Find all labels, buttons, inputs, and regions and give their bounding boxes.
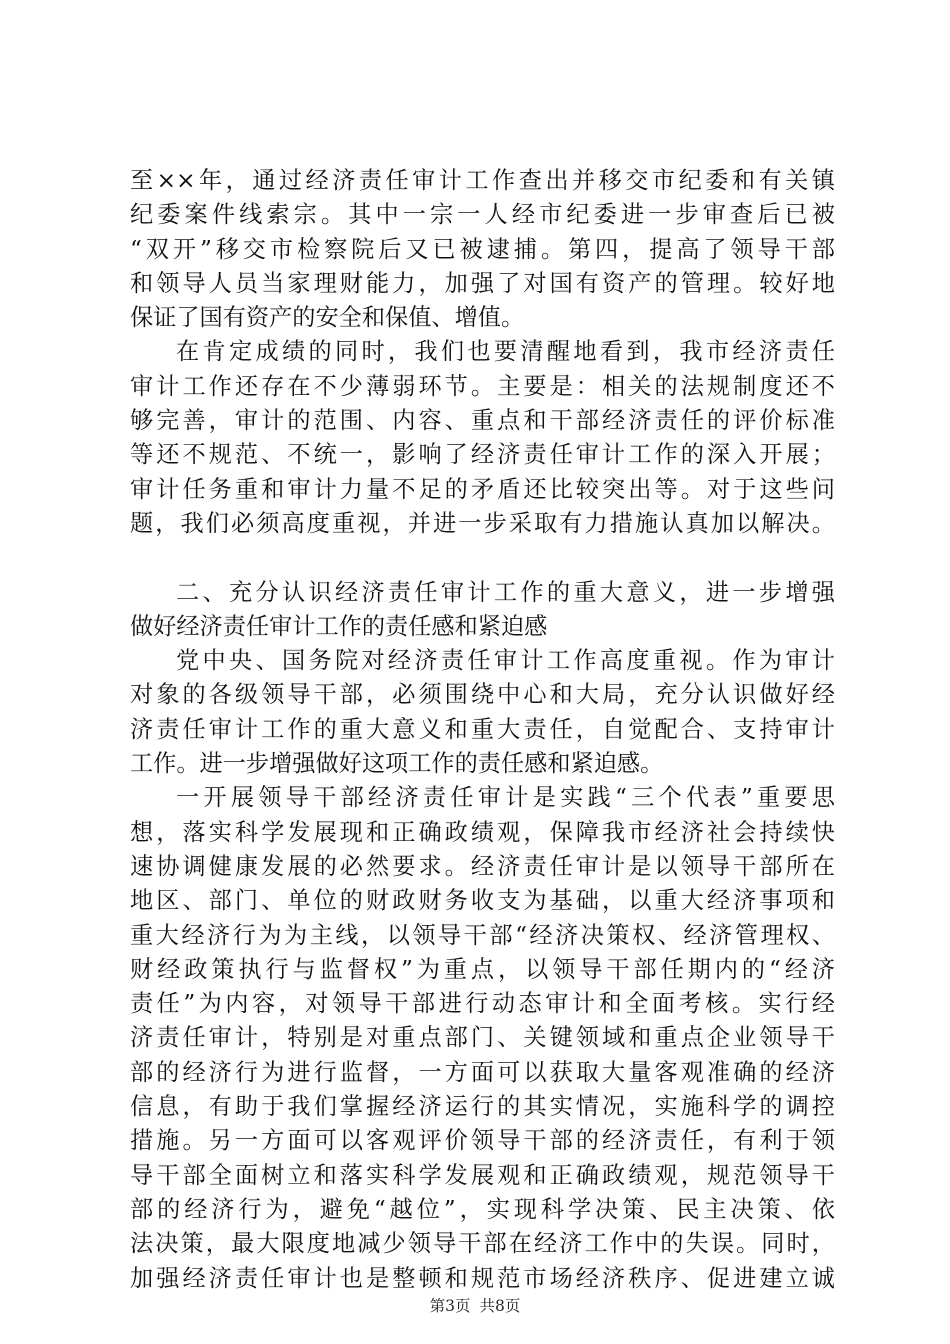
blank-line [130, 541, 835, 575]
text-line: 工作。进一步增强做好这项工作的责任感和紧迫感。 [130, 750, 664, 778]
text-line: 想，落实科学发展现和正确政绩观，保障我市经济社会持续快 [130, 818, 835, 846]
document-body [130, 164, 835, 1296]
text-line: 审计任务重和审计力量不足的矛盾还比较突出等。对于这些问 [130, 475, 835, 503]
text-line: 财经政策执行与监督权”为重点，以领导干部任期内的“经济 [130, 955, 835, 983]
text-line: 题，我们必须高度重视，并进一步采取有力措施认真加以解决。 [130, 509, 835, 537]
text-line: 责任”为内容，对领导干部进行动态审计和全面考核。实行经 [130, 990, 835, 1018]
text-line: 信息，有助于我们掌握经济运行的其实情况，实施科学的调控 [130, 1093, 835, 1121]
text-line: 对象的各级领导干部，必须围绕中心和大局，充分认识做好经 [130, 681, 835, 709]
text-line: 在肯定成绩的同时，我们也要清醒地看到，我市经济责任 [176, 338, 835, 366]
page-footer [0, 1296, 950, 1316]
page-number: 第3页 [429, 1297, 471, 1315]
text-line: “双开”移交市检察院后又已被逮捕。第四，提高了领导干部 [130, 235, 835, 263]
text-line: 地区、部门、单位的财政财务收支为基础，以重大经济事项和 [130, 887, 835, 915]
text-line: 和领导人员当家理财能力，加强了对国有资产的管理。较好地 [130, 269, 835, 297]
text-line: 党中央、国务院对经济责任审计工作高度重视。作为审计 [176, 647, 835, 675]
text-line: 够完善，审计的范围、内容、重点和干部经济责任的评价标准 [130, 407, 835, 435]
text-line: 部的经济行为进行监督，一方面可以获取大量客观准确的经济 [130, 1058, 835, 1086]
text-line: 导干部全面树立和落实科学发展观和正确政绩观，规范领导干 [130, 1161, 835, 1189]
text-line: 济责任审计工作的重大意义和重大责任，自觉配合、支持审计 [130, 715, 835, 743]
text-line: 法决策，最大限度地减少领导干部在经济工作中的失误。同时， [130, 1230, 835, 1258]
page-total: 共8页 [479, 1297, 521, 1315]
text-line: 济责任审计，特别是对重点部门、关键领域和重点企业领导干 [130, 1024, 835, 1052]
text-line: 等还不规范、不统一，影响了经济责任审计工作的深入开展； [130, 441, 835, 469]
text-line: 审计工作还存在不少薄弱环节。主要是：相关的法规制度还不 [130, 372, 835, 400]
text-line: 部的经济行为，避免“越位”，实现科学决策、民主决策、依 [130, 1195, 835, 1223]
text-line: 措施。另一方面可以客观评价领导干部的经济责任，有利于领 [130, 1127, 835, 1155]
text-line: 一开展领导干部经济责任审计是实践“三个代表”重要思 [176, 784, 835, 812]
text-line: 至××年，通过经济责任审计工作查出并移交市纪委和有关镇 [130, 167, 835, 194]
text-line: 做好经济责任审计工作的责任感和紧迫感 [130, 612, 548, 640]
text-line: 二、充分认识经济责任审计工作的重大意义，进一步增强 [176, 578, 835, 606]
text-line: 重大经济行为为主线，以领导干部“经济决策权、经济管理权、 [130, 921, 835, 949]
text-line: 速协调健康发展的必然要求。经济责任审计是以领导干部所在 [130, 852, 835, 880]
text-line: 保证了国有资产的安全和保值、增值。 [130, 304, 525, 332]
text-line: 纪委案件线索宗。其中一宗一人经市纪委进一步审查后已被 [130, 201, 835, 229]
text-line: 加强经济责任审计也是整顿和规范市场经济秩序、促进建立诚 [130, 1264, 835, 1292]
